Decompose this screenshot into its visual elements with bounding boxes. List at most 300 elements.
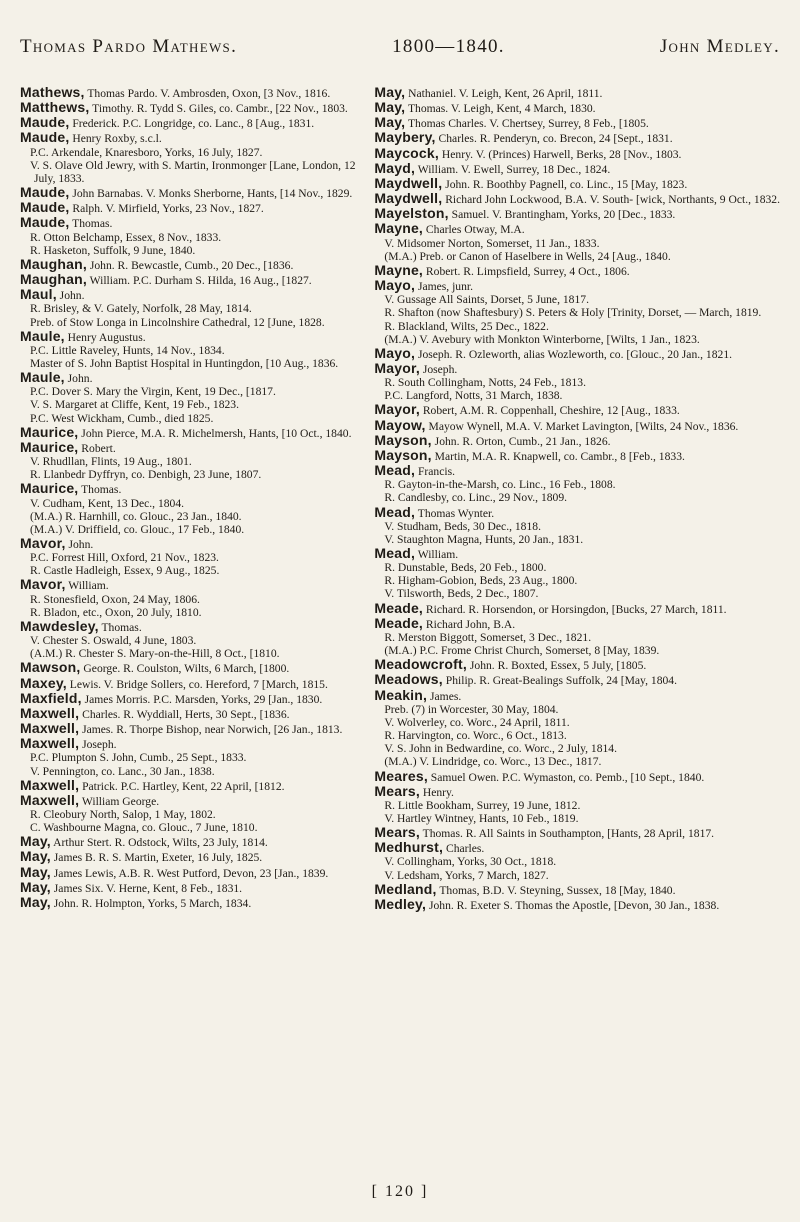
entry-heading bbox=[374, 658, 780, 672]
appointment-line: R. Hasketon, Suffolk, 9 June, 1840. bbox=[30, 243, 196, 257]
entry-text: Thomas. V. Leigh, Kent, 4 March, 1830. bbox=[405, 102, 596, 116]
entry-text: Robert. R. Limpsfield, Surrey, 4 Oct., 1806. bbox=[423, 264, 630, 278]
entry-heading bbox=[20, 288, 356, 302]
surname: Maurice, bbox=[20, 423, 79, 440]
entry-heading bbox=[20, 617, 356, 634]
clergy-entry bbox=[20, 578, 356, 618]
clergy-entry bbox=[374, 159, 780, 176]
entry-heading bbox=[20, 423, 356, 440]
clergy-entry bbox=[20, 791, 356, 835]
appointment-line: V. Cudham, Kent, 13 Dec., 1804. bbox=[30, 496, 185, 510]
appointment-line: V. Staughton Magna, Hunts, 20 Jan., 1831. bbox=[384, 532, 584, 546]
surname: Mavor, bbox=[20, 576, 66, 593]
appointment-line: V. Midsomer Norton, Somerset, 11 Jan., 1833. bbox=[384, 236, 600, 250]
entry-heading bbox=[374, 503, 780, 520]
surname: Maxwell, bbox=[20, 776, 80, 793]
entry-text: William George. bbox=[79, 794, 160, 808]
clergy-entry bbox=[374, 431, 780, 448]
appointment-line: P.C. Little Raveley, Hunts, 14 Nov., 1834. bbox=[30, 343, 225, 357]
surname: Mears, bbox=[374, 824, 420, 841]
surname: May, bbox=[374, 114, 406, 131]
entry-heading bbox=[20, 850, 356, 864]
appointment-line: V. Hartley Wintney, Hants, 10 Feb., 1819. bbox=[384, 811, 579, 825]
entry-heading bbox=[374, 131, 780, 145]
entry-text: Henry. V. (Princes) Harwell, Berks, 28 [Nov., 1803. bbox=[439, 147, 682, 161]
clergy-entry bbox=[20, 371, 356, 425]
surname: Maxwell, bbox=[20, 704, 80, 721]
entry-text: James B. R. S. Martin, Exeter, 16 July, 1825. bbox=[50, 851, 263, 865]
clergy-entry bbox=[20, 101, 356, 115]
entry-text: Robert, A.M. R. Coppenhall, Cheshire, 12 [Aug., 1833. bbox=[419, 404, 680, 418]
entry-heading bbox=[20, 776, 356, 793]
entry-heading bbox=[374, 464, 780, 478]
entry-heading bbox=[374, 192, 780, 206]
clergy-entry bbox=[20, 216, 356, 256]
surname: May, bbox=[20, 893, 51, 910]
entry-text: John. R. Exeter S. Thomas the Apostle, [Devon, 30 Jan., 1838. bbox=[426, 898, 720, 912]
surname: Mayo, bbox=[374, 344, 416, 361]
clergy-entry bbox=[374, 614, 780, 658]
surname: Maxfield, bbox=[20, 689, 82, 706]
entry-text: Arthur Stert. R. Odstock, Wilts, 23 July, 1814. bbox=[50, 836, 268, 850]
clergy-entry bbox=[374, 895, 780, 912]
entry-text: Richard. R. Horsendon, or Horsingdon, [Bucks, 27 March, 1811. bbox=[423, 602, 727, 616]
surname: Mayelston, bbox=[374, 205, 449, 222]
clergy-entry bbox=[374, 144, 780, 161]
surname: Maxey, bbox=[20, 674, 67, 691]
appointment-line: V. Chester S. Oswald, 4 June, 1803. bbox=[30, 634, 197, 648]
clergy-entry bbox=[374, 116, 780, 130]
clergy-entry bbox=[20, 737, 356, 777]
surname: May, bbox=[20, 833, 51, 850]
appointment-line: P.C. Langford, Notts, 31 March, 1838. bbox=[384, 389, 563, 403]
entry-heading bbox=[374, 547, 780, 561]
entry-text: John. R. Bewcastle, Cumb., 20 Dec., [1836. bbox=[86, 258, 294, 272]
entry-text: Ralph. V. Mirfield, Yorks, 23 Nov., 1827. bbox=[69, 202, 264, 216]
appointment-line: R. South Collingham, Notts, 24 Feb., 1813. bbox=[384, 376, 586, 390]
entry-heading bbox=[20, 186, 356, 200]
surname: Maurice, bbox=[20, 480, 79, 497]
surname: Meadows, bbox=[374, 671, 443, 688]
clergy-entry bbox=[20, 863, 356, 880]
appointment-line: R. Merston Biggott, Somerset, 3 Dec., 1821. bbox=[384, 630, 592, 644]
entry-heading bbox=[374, 279, 780, 293]
clergy-entry bbox=[20, 86, 356, 100]
surname: Mayor, bbox=[374, 401, 420, 418]
entry-text: Joseph. bbox=[79, 738, 117, 752]
entry-heading bbox=[374, 673, 780, 687]
entry-heading bbox=[20, 537, 356, 551]
surname: Meadowcroft, bbox=[374, 656, 467, 673]
surname: Maurice, bbox=[20, 438, 79, 455]
appointment-line: R. Candlesby, co. Linc., 29 Nov., 1809. bbox=[384, 491, 568, 505]
surname: Maude, bbox=[20, 214, 70, 231]
surname: Mayow, bbox=[374, 416, 426, 433]
entry-heading bbox=[374, 599, 780, 616]
entry-heading bbox=[374, 841, 780, 855]
entry-heading bbox=[20, 863, 356, 880]
appointment-line: R. Blackland, Wilts, 25 Dec., 1822. bbox=[384, 319, 549, 333]
entry-text: Thomas. R. All Saints in Southampton, [Hants, 28 April, 1817. bbox=[419, 827, 715, 841]
entry-text: John Pierce, M.A. R. Michelmersh, Hants, [10 Oct., 1840. bbox=[78, 426, 352, 440]
entry-heading bbox=[20, 86, 356, 100]
entry-heading bbox=[20, 255, 356, 272]
entry-text: James. bbox=[427, 689, 462, 703]
appointment-line: V. Studham, Beds, 30 Dec., 1818. bbox=[384, 519, 541, 533]
clergy-entry bbox=[374, 359, 780, 403]
clergy-entry bbox=[374, 86, 780, 100]
surname: Mayne, bbox=[374, 220, 424, 237]
surname: Maybery, bbox=[374, 129, 436, 146]
clergy-entry bbox=[374, 174, 780, 191]
appointment-line: P.C. Forrest Hill, Oxford, 21 Nov., 1823. bbox=[30, 551, 219, 565]
entry-text: Philip. R. Great-Bealings Suffolk, 24 [May, 1804. bbox=[442, 674, 677, 688]
surname: Maughan, bbox=[20, 271, 87, 288]
entry-heading bbox=[374, 416, 780, 433]
appointment-line: V. Pennington, co. Lanc., 30 Jan., 1838. bbox=[30, 764, 215, 778]
entry-text: Frederick. P.C. Longridge, co. Lanc., 8 [Aug., 1831. bbox=[69, 117, 315, 131]
entry-text: John Barnabas. V. Monks Sherborne, Hants, [14 Nov., 1829. bbox=[69, 187, 353, 201]
entry-text: William. bbox=[65, 579, 109, 593]
entry-text: Joseph. bbox=[419, 362, 458, 376]
appointment-line: R. Castle Hadleigh, Essex, 9 Aug., 1825. bbox=[30, 564, 220, 578]
surname: Maul, bbox=[20, 286, 57, 303]
running-head-right: John Medley. bbox=[659, 36, 780, 57]
entry-columns bbox=[20, 86, 780, 1166]
surname: Maxwell, bbox=[20, 791, 80, 808]
clergy-entry bbox=[374, 344, 780, 361]
clergy-entry bbox=[374, 547, 780, 601]
appointment-line: V. Ledsham, Yorks, 7 March, 1827. bbox=[384, 868, 549, 882]
entry-text: Lewis. V. Bridge Sollers, co. Hereford, 7 [March, 1815. bbox=[66, 677, 328, 691]
clergy-entry bbox=[374, 279, 780, 346]
entry-text: Thomas Pardo. V. Ambrosden, Oxon, [3 Nov., 1816. bbox=[84, 87, 331, 100]
entry-text: Mayow Wynell, M.A. V. Market Lavington, [Wilts, 24 Nov., 1836. bbox=[425, 419, 739, 433]
entry-heading bbox=[374, 116, 780, 130]
surname: Mavor, bbox=[20, 535, 66, 551]
entry-text: Thomas, B.D. V. Steyning, Sussex, 18 [May, 1840. bbox=[436, 883, 676, 897]
appointment-line: C. Washbourne Magna, co. Glouc., 7 June, 1810. bbox=[30, 821, 258, 835]
entry-heading bbox=[374, 403, 780, 417]
entry-text: John. bbox=[64, 372, 93, 386]
clergy-entry bbox=[20, 689, 356, 706]
clergy-entry bbox=[20, 201, 356, 215]
entry-text: Charles Otway, M.A. bbox=[423, 223, 525, 237]
clergy-entry bbox=[20, 704, 356, 721]
entry-text: John. bbox=[65, 538, 94, 551]
entry-text: James Morris. P.C. Marsden, Yorks, 29 [Jan., 1830. bbox=[81, 692, 323, 706]
entry-heading bbox=[20, 704, 356, 721]
entry-heading bbox=[20, 327, 356, 344]
entry-text: Henry Augustus. bbox=[64, 330, 146, 344]
entry-heading bbox=[20, 893, 356, 910]
appointment-line: R. Little Bookham, Surrey, 19 June, 1812. bbox=[384, 798, 581, 812]
surname: Mayson, bbox=[374, 431, 432, 448]
appointment-line: V. Gussage All Saints, Dorset, 5 June, 1817. bbox=[384, 293, 589, 307]
entry-heading bbox=[20, 835, 356, 849]
clergy-entry bbox=[20, 273, 356, 287]
clergy-entry bbox=[20, 835, 356, 849]
surname: Meares, bbox=[374, 767, 428, 784]
entry-heading bbox=[374, 144, 780, 161]
entry-text: Charles. bbox=[443, 842, 485, 856]
appointment-line: Preb. of Stow Longa in Lincolnshire Cathedral, 12 [June, 1828. bbox=[30, 315, 325, 329]
appointment-line: R. Stonesfield, Oxon, 24 May, 1806. bbox=[30, 592, 200, 606]
entry-text: John. R. Boxted, Essex, 5 July, [1805. bbox=[467, 659, 647, 673]
appointment-line: P.C. Dover S. Mary the Virgin, Kent, 19 Dec., [1817. bbox=[30, 385, 276, 399]
clergy-entry bbox=[20, 674, 356, 691]
entry-text: James Lewis, A.B. R. West Putford, Devon, 23 [Jan., 1839. bbox=[50, 866, 329, 880]
appointment-line: P.C. Plumpton S. John, Cumb., 25 Sept., 1833. bbox=[30, 751, 247, 765]
clergy-entry bbox=[374, 673, 780, 687]
entry-heading bbox=[20, 878, 356, 895]
surname: Mawdesley, bbox=[20, 617, 99, 634]
surname: Maude, bbox=[20, 129, 70, 146]
surname: Mayson, bbox=[374, 446, 432, 463]
surname: May, bbox=[20, 848, 51, 865]
clergy-entry bbox=[20, 722, 356, 736]
surname: Mead, bbox=[374, 503, 416, 520]
surname: Meakin, bbox=[374, 686, 428, 703]
entry-heading bbox=[20, 101, 356, 115]
running-head bbox=[20, 36, 780, 58]
appointment-line: R. Harvington, co. Worc., 6 Oct., 1813. bbox=[384, 729, 567, 743]
entry-text: Robert. bbox=[78, 441, 116, 455]
clergy-entry bbox=[374, 446, 780, 463]
entry-text: Francis. bbox=[415, 465, 455, 479]
surname: Medland, bbox=[374, 880, 437, 897]
entry-heading bbox=[374, 880, 780, 897]
surname: Mawson, bbox=[20, 659, 81, 676]
clergy-entry bbox=[20, 617, 356, 661]
clergy-entry bbox=[374, 503, 780, 546]
entry-heading bbox=[374, 686, 780, 703]
entry-text: Thomas. bbox=[69, 217, 113, 231]
appointment-line: R. Dunstable, Beds, 20 Feb., 1800. bbox=[384, 561, 547, 575]
entry-text: Patrick. P.C. Hartley, Kent, 22 April, [1812. bbox=[79, 779, 285, 793]
clergy-entry bbox=[20, 327, 356, 370]
appointment-line: V. Tilsworth, Beds, 2 Dec., 1807. bbox=[384, 587, 539, 601]
entry-heading bbox=[20, 791, 356, 808]
surname: May, bbox=[374, 84, 406, 100]
surname: Mayor, bbox=[374, 359, 420, 376]
appointment-line: (M.A.) V. Lindridge, co. Worc., 13 Dec., 1817. bbox=[384, 755, 602, 769]
surname: May, bbox=[20, 863, 51, 880]
right-column bbox=[374, 86, 780, 1166]
appointment-line: Master of S. John Baptist Hospital in Huntingdon, [10 Aug., 1836. bbox=[30, 356, 339, 370]
entry-text: Thomas. bbox=[78, 483, 122, 497]
appointment-line: R. Llanbedr Dyffryn, co. Denbigh, 23 June, 1807. bbox=[30, 468, 262, 482]
clergy-entry bbox=[374, 192, 780, 206]
surname: Maughan, bbox=[20, 255, 87, 272]
clergy-entry bbox=[374, 101, 780, 115]
entry-heading bbox=[20, 116, 356, 130]
entry-heading bbox=[20, 371, 356, 385]
entry-heading bbox=[374, 261, 780, 278]
appointment-line: R. Cleobury North, Salop, 1 May, 1802. bbox=[30, 807, 216, 821]
clergy-entry bbox=[20, 186, 356, 200]
clergy-entry bbox=[20, 878, 356, 895]
clergy-entry bbox=[374, 658, 780, 672]
entry-text: Charles. R. Penderyn, co. Brecon, 24 [Sept., 1831. bbox=[435, 132, 673, 146]
entry-text: Henry Roxby, s.c.l. bbox=[69, 132, 162, 146]
clergy-entry bbox=[20, 255, 356, 272]
surname: Maydwell, bbox=[374, 190, 443, 207]
surname: Meade, bbox=[374, 599, 424, 616]
appointment-line: R. Otton Belchamp, Essex, 8 Nov., 1833. bbox=[30, 230, 222, 244]
surname: Meade, bbox=[374, 614, 424, 631]
appointment-line: (M.A.) V. Avebury with Monkton Winterborne, [Wilts, 1 Jan., 1823. bbox=[384, 332, 700, 346]
entry-heading bbox=[20, 689, 356, 706]
appointment-line: V. Wolverley, co. Worc., 24 April, 1811. bbox=[384, 715, 570, 729]
clergy-entry bbox=[374, 416, 780, 433]
appointment-line: V. Rhudllan, Flints, 19 Aug., 1801. bbox=[30, 455, 192, 469]
clergy-entry bbox=[20, 776, 356, 793]
entry-text: James, junr. bbox=[415, 280, 474, 294]
surname: Mathews, bbox=[20, 84, 85, 100]
entry-text: Charles. R. Wyddiall, Herts, 30 Sept., [1836. bbox=[79, 707, 290, 721]
clergy-entry bbox=[20, 438, 356, 482]
appointment-line: (M.A.) P.C. Frome Christ Church, Somerset, 8 [May, 1839. bbox=[384, 644, 660, 658]
entry-text: Samuel. V. Brantingham, Yorks, 20 [Dec., 1833. bbox=[448, 208, 676, 222]
left-column bbox=[20, 86, 356, 1166]
clergy-entry bbox=[20, 116, 356, 130]
entry-text: William. V. Ewell, Surrey, 18 Dec., 1824. bbox=[415, 162, 611, 176]
appointment-line: P.C. Arkendale, Knaresboro, Yorks, 16 July, 1827. bbox=[30, 145, 263, 159]
clergy-entry bbox=[374, 222, 780, 262]
entry-heading bbox=[20, 722, 356, 736]
surname: Medley, bbox=[374, 895, 427, 912]
entry-heading bbox=[20, 578, 356, 592]
surname: Maxwell, bbox=[20, 720, 80, 737]
entry-heading bbox=[374, 826, 780, 840]
clergy-entry bbox=[374, 826, 780, 840]
clergy-entry bbox=[20, 423, 356, 440]
entry-heading bbox=[374, 446, 780, 463]
surname: Mayo, bbox=[374, 277, 416, 294]
surname: Matthews, bbox=[20, 99, 90, 116]
surname: Maydwell, bbox=[374, 174, 443, 191]
surname: Maude, bbox=[20, 199, 70, 216]
entry-text: Joseph. R. Ozleworth, alias Wozleworth, co. [Glouc., 20 Jan., 1821. bbox=[415, 347, 733, 361]
entry-text: Thomas Charles. V. Chertsey, Surrey, 8 Feb., [1805. bbox=[405, 117, 649, 131]
appointment-line: V. S. John in Bedwardine, co. Worc., 2 July, 1814. bbox=[384, 742, 618, 756]
entry-heading bbox=[374, 159, 780, 176]
entry-heading bbox=[20, 661, 356, 675]
entry-text: Richard John Lockwood, B.A. V. South- [wick, Northants, 9 Oct., 1832. bbox=[442, 193, 780, 207]
clergy-entry bbox=[374, 599, 780, 616]
entry-text: Thomas Wynter. bbox=[415, 506, 495, 520]
clergy-entry bbox=[374, 403, 780, 417]
running-head-left: Thomas Pardo Mathews. bbox=[20, 36, 238, 57]
entry-heading bbox=[374, 767, 780, 784]
surname: May, bbox=[374, 99, 406, 116]
entry-heading bbox=[374, 782, 780, 799]
clergy-entry bbox=[374, 464, 780, 504]
appointment-line: P.C. West Wickham, Cumb., died 1825. bbox=[30, 411, 214, 425]
entry-text: Henry. bbox=[419, 785, 454, 799]
surname: May, bbox=[20, 878, 51, 895]
surname: Mayne, bbox=[374, 261, 424, 278]
clergy-entry bbox=[374, 686, 780, 769]
entry-text: Samuel Owen. P.C. Wymaston, co. Pemb., [10 Sept., 1840. bbox=[427, 770, 705, 784]
surname: Maude, bbox=[20, 114, 70, 131]
entry-heading bbox=[374, 614, 780, 631]
appointment-line: (M.A.) V. Driffield, co. Glouc., 17 Feb., 1840. bbox=[30, 522, 245, 536]
appointment-line: R. Shafton (now Shaftesbury) S. Peters & Holy [Trinity, Dorset, — March, 1819. bbox=[384, 306, 762, 320]
entry-text: William. bbox=[415, 548, 459, 561]
entry-text: Martin, M.A. R. Knapwell, co. Cambr., 8 [Feb., 1833. bbox=[431, 449, 685, 463]
entry-heading bbox=[20, 674, 356, 691]
appointment-line: (M.A.) Preb. or Canon of Haselbere in Wells, 24 [Aug., 1840. bbox=[384, 249, 671, 263]
appointment-line: Preb. (7) in Worcester, 30 May, 1804. bbox=[384, 702, 559, 716]
entry-heading bbox=[20, 438, 356, 455]
entry-text: James. R. Thorpe Bishop, near Norwich, [26 Jan., 1813. bbox=[79, 723, 343, 737]
entry-heading bbox=[20, 131, 356, 145]
appointment-line: (A.M.) R. Chester S. Mary-on-the-Hill, 8 Oct., [1810. bbox=[30, 647, 280, 661]
clergy-entry bbox=[374, 841, 780, 881]
surname: Mayd, bbox=[374, 159, 416, 176]
surname: Mead, bbox=[374, 545, 416, 561]
entry-heading bbox=[20, 216, 356, 230]
surname: Maule, bbox=[20, 327, 65, 344]
appointment-line: V. S. Margaret at Cliffe, Kent, 19 Feb., 1823. bbox=[30, 398, 239, 412]
clergy-entry bbox=[20, 661, 356, 675]
surname: Maude, bbox=[20, 184, 70, 201]
clergy-entry bbox=[374, 131, 780, 145]
surname: Maule, bbox=[20, 369, 65, 386]
surname: Maxwell, bbox=[20, 735, 80, 752]
running-head-center: 1800—1840. bbox=[392, 36, 505, 57]
entry-heading bbox=[20, 737, 356, 751]
entry-heading bbox=[20, 273, 356, 287]
appointment-line: R. Gayton-in-the-Marsh, co. Linc., 16 Feb., 1808. bbox=[384, 478, 616, 492]
appointment-line: V. S. Olave Old Jewry, with S. Martin, Ironmonger [Lane, London, 12 July, 1833. bbox=[30, 158, 356, 185]
entry-text: James Six. V. Herne, Kent, 8 Feb., 1831. bbox=[50, 881, 243, 895]
entry-text: George. R. Coulston, Wilts, 6 March, [1800. bbox=[80, 662, 290, 676]
clergy-entry bbox=[20, 288, 356, 328]
clergy-entry bbox=[20, 537, 356, 577]
entry-text: John. R. Boothby Pagnell, co. Linc., 15 [May, 1823. bbox=[442, 177, 688, 191]
entry-heading bbox=[374, 207, 780, 221]
entry-text: Thomas. bbox=[98, 620, 142, 634]
page-number: [ 120 ] bbox=[371, 1183, 429, 1200]
clergy-entry bbox=[374, 880, 780, 897]
appointment-line: R. Higham-Gobion, Beds, 23 Aug., 1800. bbox=[384, 574, 578, 588]
clergy-entry bbox=[20, 482, 356, 536]
entry-text: John. R. Holmpton, Yorks, 5 March, 1834. bbox=[50, 896, 252, 910]
entry-heading bbox=[374, 344, 780, 361]
surname: Medhurst, bbox=[374, 839, 444, 856]
entry-heading bbox=[20, 482, 356, 496]
entry-heading bbox=[374, 359, 780, 376]
clergy-entry bbox=[20, 131, 356, 185]
entry-text: Nathaniel. V. Leigh, Kent, 26 April, 1811. bbox=[405, 87, 603, 100]
entry-heading bbox=[20, 201, 356, 215]
appointment-line: R. Brisley, & V. Gately, Norfolk, 28 May, 1814. bbox=[30, 302, 252, 316]
entry-heading bbox=[374, 895, 780, 912]
entry-heading bbox=[374, 222, 780, 236]
clergy-entry bbox=[20, 850, 356, 864]
clergy-entry bbox=[20, 893, 356, 910]
appointment-line: V. Collingham, Yorks, 30 Oct., 1818. bbox=[384, 855, 557, 869]
surname: Mead, bbox=[374, 462, 416, 479]
surname: Mears, bbox=[374, 782, 420, 799]
entry-text: John. bbox=[56, 289, 85, 303]
entry-text: William. P.C. Durham S. Hilda, 16 Aug., [1827. bbox=[86, 274, 312, 288]
appointment-line: R. Bladon, etc., Oxon, 20 July, 1810. bbox=[30, 605, 202, 619]
entry-heading bbox=[374, 101, 780, 115]
